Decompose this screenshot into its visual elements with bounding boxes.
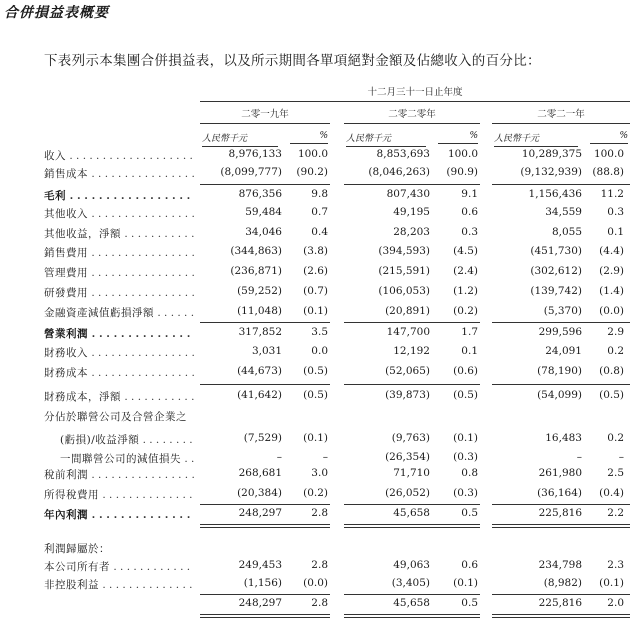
table-cell: 8,055	[551, 226, 582, 238]
row-label: 一間聯營公司的減值損失 . . .	[60, 451, 194, 466]
table-cell: 59,484	[245, 206, 282, 218]
row-label: 稅前利潤 . . .	[44, 467, 194, 482]
rule-line	[200, 322, 330, 323]
rule-line	[344, 384, 480, 385]
table-cell: 147,700	[386, 326, 430, 338]
unit-amount-2020: 人民幣千元	[346, 131, 426, 147]
rule-line	[492, 384, 630, 385]
row-label: 營業利潤 . . .	[44, 326, 194, 341]
table-cell: (0.1)	[599, 577, 624, 589]
table-cell: (52,065)	[385, 365, 430, 377]
table-cell: (44,673)	[237, 365, 282, 377]
table-cell: (59,252)	[237, 285, 282, 297]
table-cell: 100.0	[593, 148, 624, 160]
table-cell: –	[276, 451, 282, 463]
table-cell: 2.9	[607, 326, 624, 338]
table-cell: (0.3)	[453, 487, 478, 499]
table-cell: (0.5)	[599, 389, 624, 401]
table-cell: (90.2)	[296, 166, 328, 178]
table-cell: (41,642)	[237, 389, 282, 401]
table-cell: 0.0	[311, 345, 328, 357]
table-cell: (1.2)	[453, 285, 478, 297]
row-label: 金融資產減值虧損淨額 . . .	[44, 305, 194, 320]
table-cell: (3,405)	[391, 577, 430, 589]
table-cell: –	[576, 451, 582, 463]
table-cell: 268,681	[238, 467, 282, 479]
table-cell: (0.1)	[303, 305, 328, 317]
table-cell: (8,982)	[543, 577, 582, 589]
row-label: 管理費用 . . .	[44, 265, 194, 280]
table-cell: (139,742)	[530, 285, 582, 297]
table-cell: (0.7)	[303, 285, 328, 297]
row-label: 財務成本，淨額 . . .	[44, 389, 194, 404]
table-cell: 299,596	[538, 326, 582, 338]
rule-line	[200, 184, 330, 185]
table-cell: 249,453	[238, 559, 282, 571]
table-cell: (344,863)	[230, 245, 282, 257]
table-cell: 45,658	[393, 597, 430, 609]
row-label: 銷售費用 . . .	[44, 245, 194, 260]
unit-percent-2021: %	[590, 131, 628, 144]
table-cell: (4.4)	[599, 245, 624, 257]
page-title: 合併損益表概要	[4, 5, 109, 21]
table-row	[0, 451, 640, 468]
table-cell: (2.4)	[453, 265, 478, 277]
table-cell: 3,031	[251, 345, 282, 357]
table-cell: 8,853,693	[376, 148, 430, 160]
unit-percent-2019: %	[290, 131, 328, 144]
table-cell: 2.2	[607, 507, 624, 519]
table-cell: 1.7	[461, 326, 478, 338]
table-cell: 0.2	[607, 345, 624, 357]
table-cell: 317,852	[238, 326, 282, 338]
table-cell: 9.1	[461, 188, 478, 200]
table-cell: (1,156)	[243, 577, 282, 589]
table-cell: 24,091	[545, 345, 582, 357]
table-row	[0, 577, 640, 594]
row-label: 年內利潤 . . .	[44, 507, 194, 522]
table-row	[0, 148, 640, 165]
table-cell: (215,591)	[378, 265, 430, 277]
table-row	[0, 285, 640, 302]
table-cell: 0.3	[607, 206, 624, 218]
table-cell: (0.1)	[453, 577, 478, 589]
table-cell: 2.0	[607, 597, 624, 609]
table-cell: (88.8)	[592, 166, 624, 178]
table-row	[0, 597, 640, 614]
table-cell: 71,710	[393, 467, 430, 479]
table-cell: 34,046	[245, 226, 282, 238]
row-label: 利潤歸屬於：	[44, 543, 110, 555]
table-cell: 0.1	[607, 226, 624, 238]
table-cell: (78,190)	[537, 365, 582, 377]
row-label: 銷售成本 . . .	[44, 166, 194, 181]
double-rule-line	[200, 614, 330, 618]
table-cell: 0.5	[461, 597, 478, 609]
rule-line	[200, 504, 330, 505]
table-cell: (9,763)	[391, 432, 430, 444]
table-cell: 49,195	[393, 206, 430, 218]
table-cell: (36,164)	[537, 487, 582, 499]
double-rule-line	[344, 614, 480, 618]
table-cell: 225,816	[538, 507, 582, 519]
table-cell: (0.4)	[599, 487, 624, 499]
table-cell: 45,658	[393, 507, 430, 519]
table-cell: (0.0)	[303, 577, 328, 589]
table-cell: 0.5	[461, 507, 478, 519]
table-cell: 2.8	[311, 597, 328, 609]
rule-line	[492, 594, 630, 595]
table-cell: 1,156,436	[528, 188, 582, 200]
table-cell: 10,289,375	[521, 148, 582, 160]
table-row	[0, 326, 640, 343]
table-cell: 49,063	[393, 559, 430, 571]
row-label: 毛利 . . .	[44, 188, 194, 203]
table-cell: 0.4	[311, 226, 328, 238]
table-cell: (0.1)	[303, 432, 328, 444]
table-cell: (394,593)	[378, 245, 430, 257]
year-header-2019: 二零一九年	[200, 106, 330, 124]
table-cell: (0.5)	[303, 365, 328, 377]
table-cell: 807,430	[386, 188, 430, 200]
table-row	[0, 389, 640, 406]
year-header-2021: 二零二一年	[492, 106, 630, 124]
rule-line	[344, 322, 480, 323]
table-cell: 234,798	[538, 559, 582, 571]
table-row	[0, 166, 640, 183]
table-row	[0, 365, 640, 382]
rule-line	[492, 322, 630, 323]
table-row	[0, 559, 640, 576]
row-label: 財務收入 . . .	[44, 345, 194, 360]
rule-line	[344, 184, 480, 185]
table-row	[0, 432, 640, 449]
row-label: 財務成本 . . .	[44, 365, 194, 380]
double-rule-line	[200, 524, 330, 528]
table-cell: –	[322, 451, 328, 463]
table-cell: 0.6	[461, 559, 478, 571]
table-cell: (26,354)	[385, 451, 430, 463]
table-cell: (4.5)	[453, 245, 478, 257]
table-row	[0, 409, 640, 426]
table-cell: 16,483	[545, 432, 582, 444]
rule-line	[492, 184, 630, 185]
table-cell: 261,980	[538, 467, 582, 479]
table-cell: (20,891)	[385, 305, 430, 317]
table-cell: (236,871)	[230, 265, 282, 277]
double-rule-line	[492, 614, 630, 618]
table-cell: (8,099,777)	[220, 166, 282, 178]
table-cell: (11,048)	[237, 305, 282, 317]
table-cell: 34,559	[545, 206, 582, 218]
table-cell: (0.8)	[599, 365, 624, 377]
table-row	[0, 305, 640, 322]
table-row	[0, 467, 640, 484]
table-cell: 248,297	[238, 597, 282, 609]
table-cell: (0.0)	[599, 305, 624, 317]
table-row	[0, 206, 640, 223]
table-cell: (54,099)	[537, 389, 582, 401]
table-cell: 8,976,133	[228, 148, 282, 160]
table-cell: 12,192	[393, 345, 430, 357]
table-row	[0, 245, 640, 262]
rule-line	[344, 594, 480, 595]
table-row	[0, 487, 640, 504]
table-cell: 2.8	[311, 507, 328, 519]
table-cell: 0.1	[461, 345, 478, 357]
table-cell: (39,873)	[385, 389, 430, 401]
unit-amount-2019: 人民幣千元	[202, 131, 278, 147]
table-cell: 0.8	[461, 467, 478, 479]
table-cell: 0.2	[607, 432, 624, 444]
table-cell: (302,612)	[530, 265, 582, 277]
table-cell: 876,356	[238, 188, 282, 200]
row-label: 非控股利益 . . .	[44, 577, 194, 592]
table-cell: (0.5)	[303, 389, 328, 401]
year-header-2020: 二零二零年	[344, 106, 480, 124]
table-cell: 2.8	[311, 559, 328, 571]
row-label: 其他收入 . . .	[44, 206, 194, 221]
table-row	[0, 507, 640, 524]
table-cell: 28,203	[393, 226, 430, 238]
table-row	[0, 226, 640, 243]
table-cell: (0.3)	[453, 451, 478, 463]
row-label: 收入 . . .	[44, 148, 194, 163]
unit-amount-2021: 人民幣千元	[494, 131, 578, 147]
table-row	[0, 541, 640, 558]
period-header: 十二月三十一日止年度	[200, 84, 630, 102]
double-rule-line	[344, 524, 480, 528]
table-row	[0, 188, 640, 205]
table-cell: 0.6	[461, 206, 478, 218]
row-label: (虧損)/收益淨額 . . .	[60, 432, 194, 447]
table-cell: (20,384)	[237, 487, 282, 499]
table-cell: (0.5)	[453, 389, 478, 401]
rule-line	[492, 504, 630, 505]
unit-percent-2020: %	[438, 131, 478, 144]
table-cell: 0.7	[311, 206, 328, 218]
table-cell: 100.0	[447, 148, 478, 160]
table-cell: 9.8	[311, 188, 328, 200]
table-cell: (0.2)	[453, 305, 478, 317]
table-cell: 0.3	[461, 226, 478, 238]
row-label: 分佔於聯營公司及合營企業之	[44, 411, 187, 423]
table-cell: 3.5	[311, 326, 328, 338]
table-cell: (8,046,263)	[368, 166, 430, 178]
table-cell: (451,730)	[530, 245, 582, 257]
table-cell: (0.6)	[453, 365, 478, 377]
rule-line	[200, 384, 330, 385]
table-cell: 2.3	[607, 559, 624, 571]
table-cell: 2.5	[607, 467, 624, 479]
table-cell: 11.2	[600, 188, 624, 200]
table-cell: (0.1)	[453, 432, 478, 444]
table-cell: (106,053)	[378, 285, 430, 297]
table-cell: 225,816	[538, 597, 582, 609]
row-label: 本公司所有者 . . .	[44, 559, 194, 574]
row-label: 研發費用 . . .	[44, 285, 194, 300]
table-row	[0, 265, 640, 282]
table-cell: (5,370)	[543, 305, 582, 317]
row-label: 其他收益，淨額 . . .	[44, 226, 194, 241]
table-cell: (2.6)	[303, 265, 328, 277]
double-rule-line	[492, 524, 630, 528]
table-cell: (2.9)	[599, 265, 624, 277]
table-cell: 248,297	[238, 507, 282, 519]
row-label: 所得稅費用 . . .	[44, 487, 194, 502]
table-cell: (9,132,939)	[520, 166, 582, 178]
table-cell: (1.4)	[599, 285, 624, 297]
table-cell: –	[618, 451, 624, 463]
table-cell: (3.8)	[303, 245, 328, 257]
table-cell: (7,529)	[243, 432, 282, 444]
table-cell: (26,052)	[385, 487, 430, 499]
rule-line	[200, 594, 330, 595]
table-row	[0, 345, 640, 362]
table-cell: (90.9)	[446, 166, 478, 178]
table-cell: 3.0	[311, 467, 328, 479]
rule-line	[344, 504, 480, 505]
intro-text: 下表列示本集團合併損益表，以及所示期間各單項絕對金額及佔總收入的百分比：	[44, 53, 541, 69]
table-cell: (0.2)	[303, 487, 328, 499]
table-cell: 100.0	[297, 148, 328, 160]
